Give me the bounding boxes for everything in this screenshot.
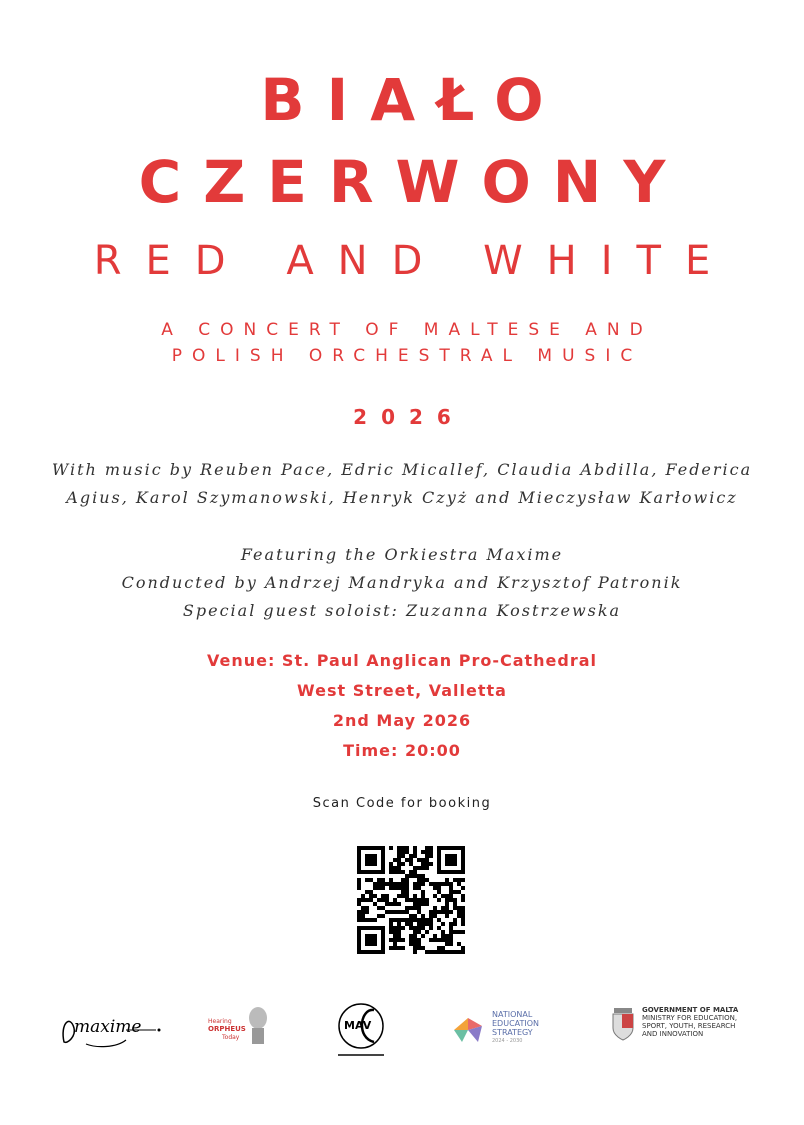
- maxime-logo: [56, 1004, 166, 1054]
- orpheus-line-3: Today: [222, 1034, 240, 1041]
- national-education-strategy-logo: [450, 1008, 560, 1060]
- nes-line-3: STRATEGY: [492, 1028, 533, 1037]
- statue-head-icon: [246, 1004, 270, 1044]
- government-of-malta-logo: [610, 1006, 750, 1048]
- composers-line-2: Agius, Karol Szymanowski, Henryk Czyż and Mieczysław Karłowicz: [66, 488, 738, 507]
- street-text: West Street, Valletta: [297, 681, 507, 700]
- nes-line-2: EDUCATION: [492, 1019, 540, 1028]
- soloist-line: Special guest soloist: Zuzanna Kostrzewska: [182, 601, 622, 620]
- subtitle-line-2: POLISH ORCHESTRAL MUSIC: [171, 346, 643, 366]
- gov-line-4: AND INNOVATION: [642, 1030, 704, 1038]
- title-line-2: CZERWONY: [138, 148, 688, 216]
- nes-line-4: 2024 - 2030: [492, 1038, 523, 1044]
- date-text: 2nd May 2026: [332, 711, 472, 730]
- hearing-orpheus-logo: [190, 998, 272, 1048]
- gov-line-1: GOVERNMENT OF MALTA: [642, 1006, 739, 1014]
- maxime-logo-text: maxime: [74, 1017, 142, 1037]
- scan-label: Scan Code for booking: [312, 796, 492, 811]
- venue-text: Venue: St. Paul Anglican Pro-Cathedral: [206, 651, 598, 670]
- gov-line-3: SPORT, YOUTH, RESEARCH: [642, 1022, 736, 1030]
- title-line-3: RED AND WHITE: [93, 238, 735, 284]
- time-text: Time: 20:00: [343, 741, 461, 760]
- featuring-line: Featuring the Orkiestra Maxime: [240, 545, 564, 564]
- title-line-1: BIAŁO: [260, 66, 566, 134]
- mav-logo: [330, 998, 392, 1060]
- conductors-line: Conducted by Andrzej Mandryka and Krzysztof Patronik: [121, 573, 683, 592]
- composers-line-1: With music by Reuben Pace, Edric Micallef, Claudia Abdilla, Federica: [51, 460, 753, 479]
- nes-mark-icon: [450, 1012, 486, 1048]
- malta-crest-icon: [610, 1008, 636, 1042]
- year: 2026: [353, 405, 465, 429]
- nes-line-1: NATIONAL: [492, 1010, 533, 1019]
- orpheus-line-1: Hearing: [208, 1018, 232, 1025]
- gov-line-2: MINISTRY FOR EDUCATION,: [642, 1014, 738, 1022]
- subtitle-line-1: A CONCERT OF MALTESE AND: [161, 320, 653, 340]
- booking-qr-code[interactable]: [357, 846, 465, 954]
- mav-logo-text: MAV: [344, 1019, 372, 1032]
- orpheus-line-2: ORPHEUS: [208, 1025, 246, 1033]
